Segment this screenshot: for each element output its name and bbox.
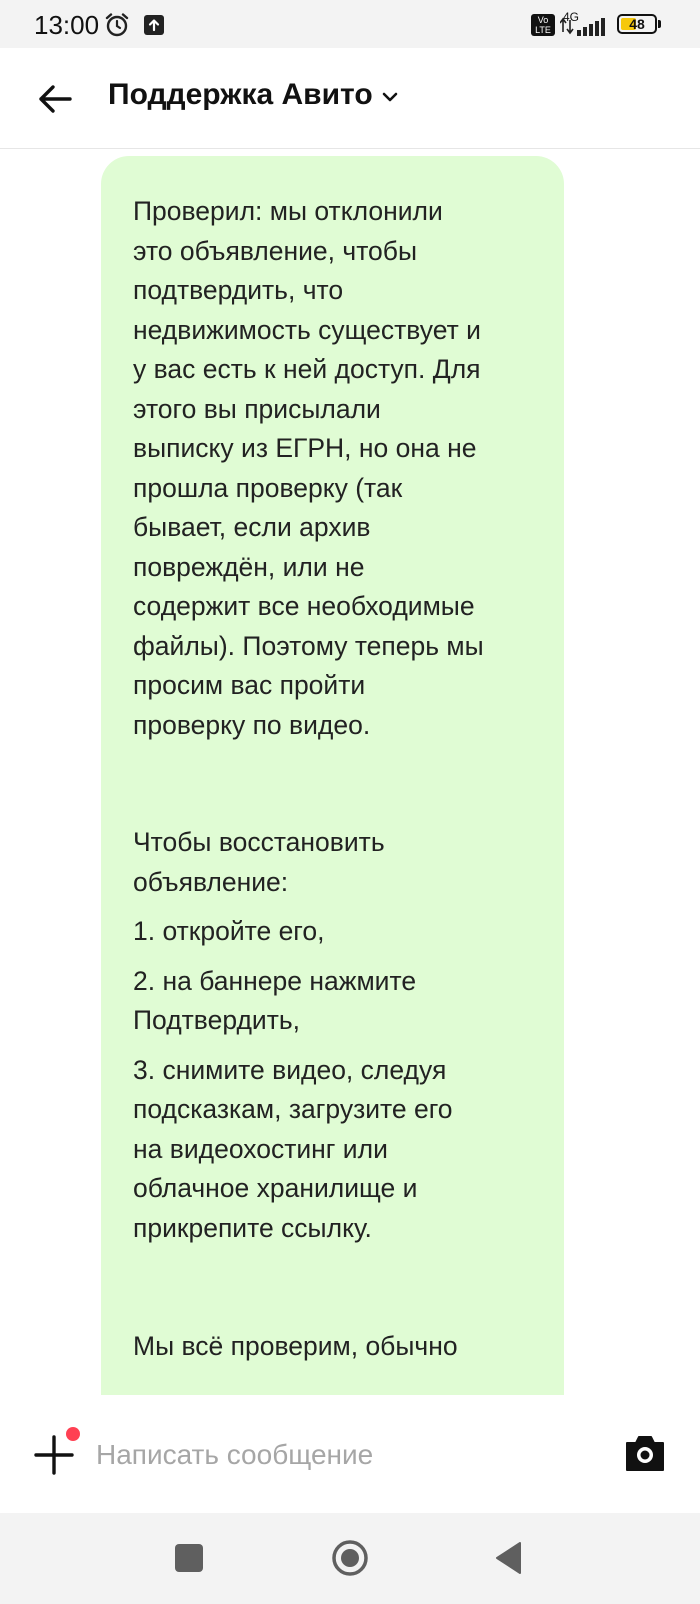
message-paragraph: 2. на баннере нажмите Подтвердить, [133,965,417,1035]
upload-notification-icon [143,14,165,36]
message-paragraph: 1. откройте его, [133,916,325,946]
back-button[interactable] [30,74,80,124]
chat-header [0,48,700,149]
chevron-down-icon [381,88,399,106]
message-paragraph: Чтобы восстановить объявление: [133,827,385,897]
message-list[interactable] [0,149,700,1395]
arrow-left-icon [38,84,72,114]
signal-strength-icon [560,16,608,38]
chat-title: Поддержка Авито [108,78,373,111]
battery-level-text: 48 [629,16,645,32]
volte-badge: Vo LTE [531,14,555,36]
chat-title-dropdown[interactable] [108,78,399,112]
camera-icon [624,1433,666,1473]
message-paragraph: 3. снимите видео, следуя подсказкам, загрузите его на видеохостинг или облачное хранилище и прикрепите ссылку. [133,1054,453,1243]
message-composer [0,1395,700,1513]
battery-cap [658,20,661,28]
system-navigation-bar [0,1513,700,1604]
home-button[interactable] [330,1538,370,1578]
alarm-clock-icon [104,12,130,38]
network-type-label: 4G [563,10,580,24]
notification-dot [66,1427,80,1441]
status-bar [0,0,700,48]
message-paragraph: Проверил: мы отклонили это объявление, чтобы подтвердить, что недвижимость существует и у вас есть к ней доступ. Для этого вы присылали выписку из ЕГРН, но она не прошла проверку (так бывает, если архив повреждён, или не содержит все необходимые файлы). Поэтому теперь мы просим вас пройти проверку по видео. [133,196,484,740]
camera-button[interactable] [624,1433,666,1473]
system-back-button[interactable] [494,1541,522,1575]
message-paragraph: Мы всё проверим, обычно [133,1331,458,1361]
status-time: 13:00 [34,10,100,40]
battery-indicator [617,14,657,34]
recents-button[interactable] [175,1544,203,1572]
message-bubble [101,156,564,1395]
message-input[interactable] [96,1431,576,1479]
